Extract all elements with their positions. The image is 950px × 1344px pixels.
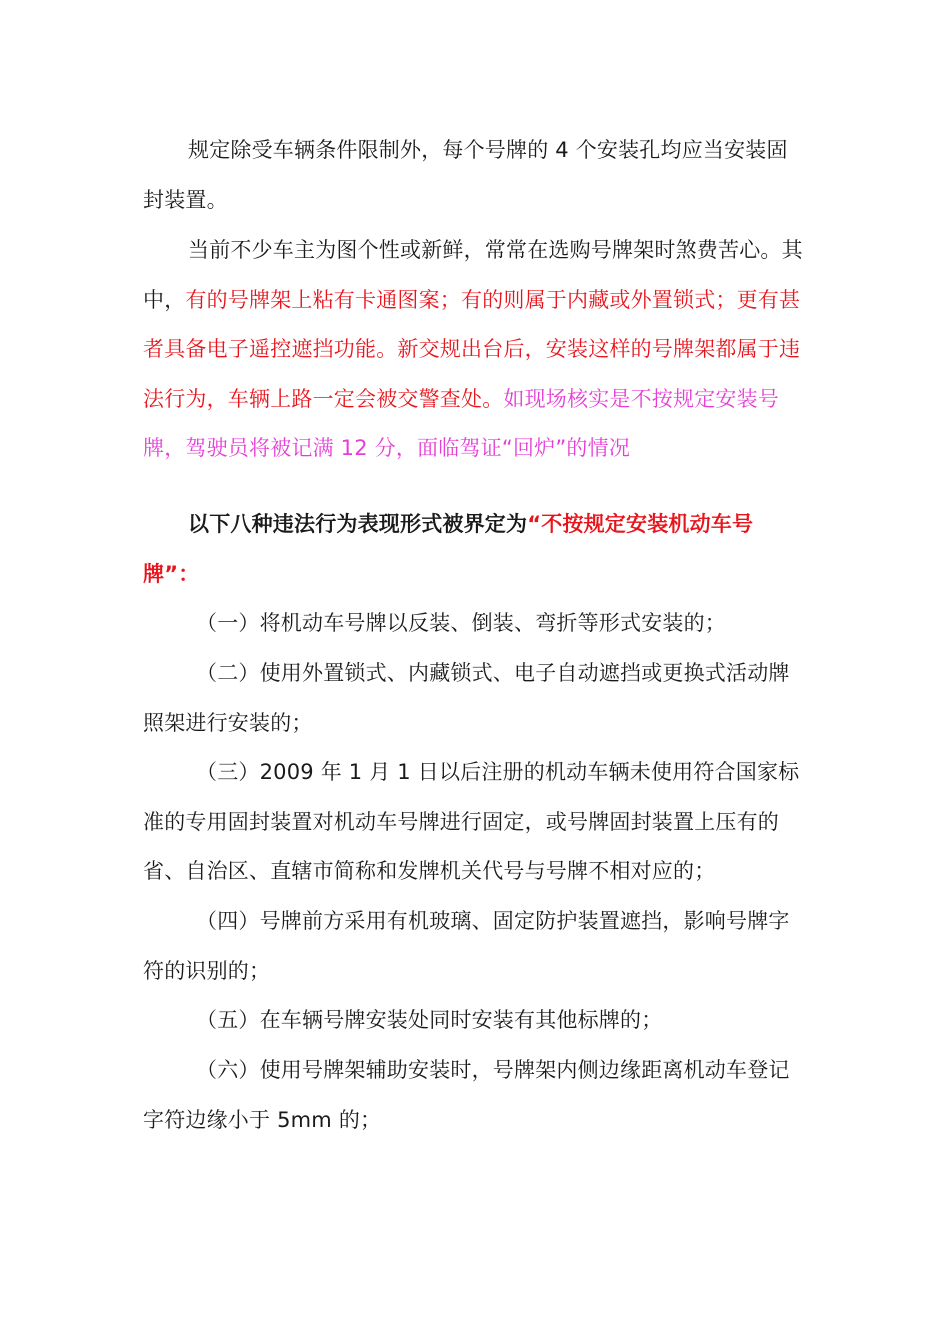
list-item-text: （六）使用号牌架辅助安装时，号牌架内侧边缘距离机动车登记字符边缘小于 5mm 的； [143, 1058, 790, 1132]
intro-paragraph-2 [143, 226, 805, 474]
intro-paragraph-2-magenta-text: 如现场核实是不按规定安装号牌，驾驶员将被记满 12 分，面临驾证“回炉”的情况 [143, 386, 780, 460]
list-item [143, 748, 805, 897]
intro-paragraph-1-text: 规定除受车辆条件限制外，每个号牌的 4 个安装孔均应当安装固封装置。 [143, 138, 788, 212]
list-item-text: （一）将机动车号牌以反装、倒装、弯折等形式安装的； [196, 611, 726, 635]
list-item-text: （五）在车辆号牌安装处同时安装有其他标牌的； [196, 1008, 663, 1032]
section-heading-text: 以下八种违法行为表现形式被界定为 [188, 512, 528, 536]
list-item [143, 1046, 805, 1145]
intro-paragraph-2-red-text: 有的号牌架上粘有卡通图案；有的则属于内藏或外置锁式；更有甚者具备电子遥控遮挡功能。新交规出台后，安装这样的号牌架都属于违法行为，车辆上路一定会被交警查处。 [143, 287, 801, 411]
list-item-text: （四）号牌前方采用有机玻璃、固定防护装置遮挡，影响号牌字符的识别的； [143, 909, 790, 983]
list-item-text: （二）使用外置锁式、内藏锁式、电子自动遮挡或更换式活动牌照架进行安装的； [143, 661, 790, 735]
list-item [143, 599, 805, 649]
list-item [143, 897, 805, 996]
list-item-text: （三）2009 年 1 月 1 日以后注册的机动车辆未使用符合国家标准的专用固封装置对机动车号牌进行固定，或号牌固封装置上压有的省、自治区、直辖市简称和发牌机关代号与号牌不相对应的； [143, 760, 800, 883]
list-item [143, 649, 805, 748]
section-heading [143, 500, 805, 599]
intro-paragraph-1 [143, 126, 805, 225]
section-heading-red-text: “不按规定安装机动车号牌”： [143, 512, 754, 586]
intro-paragraph-2-text: 当前不少车主为图个性或新鲜，常常在选购号牌架时煞费苦心。其中， [143, 238, 803, 312]
list-item [143, 996, 805, 1046]
